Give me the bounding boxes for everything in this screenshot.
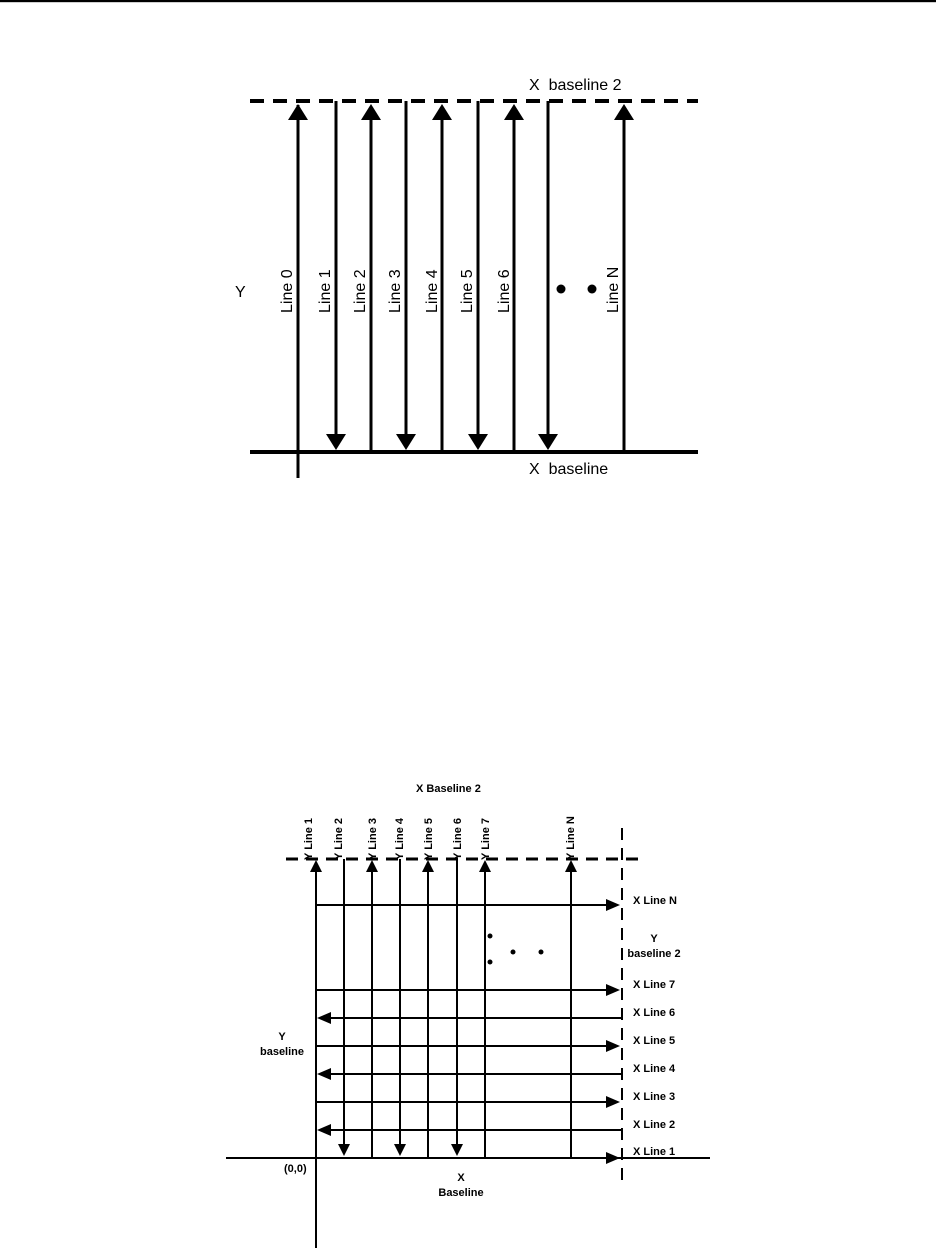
x-line-7-right (316, 984, 620, 996)
line-label: Line 5 (459, 269, 476, 313)
y-line-1 (310, 860, 322, 872)
origin-label: (0,0) (284, 1163, 307, 1175)
x-line-label: X Line N (633, 895, 678, 907)
x-baseline-label: X baseline (529, 461, 609, 478)
x-baseline-2-label: X Baseline 2 (416, 783, 481, 795)
y-baseline-2-label: Y (650, 933, 658, 945)
y-line-label: Y Line 4 (394, 818, 406, 860)
y-line-6-down (451, 859, 463, 1156)
x-line-6-left (317, 1012, 622, 1024)
line-label: Line 6 (496, 269, 513, 313)
x-line-label: X Line 5 (633, 1035, 676, 1047)
x-line-n-right (316, 899, 620, 911)
y-axis-label: Y (235, 284, 246, 301)
y-line-label: Y Line 1 (303, 818, 315, 860)
x-line-5-right (316, 1040, 620, 1052)
line-label: Line N (605, 266, 622, 313)
line-label: Line 1 (317, 269, 334, 313)
x-line-label: X Line 3 (633, 1091, 676, 1103)
y-line-label: Y Line 5 (423, 818, 435, 860)
ellipsis-dot (488, 960, 493, 965)
line-label: Line 3 (387, 269, 404, 313)
x-baseline-2-label: X baseline 2 (529, 77, 622, 94)
line-label: Line 4 (424, 269, 441, 313)
ellipsis-dot (539, 950, 544, 955)
line-label: Line 2 (352, 269, 369, 313)
x-line-2-left (317, 1124, 622, 1136)
x-line-label: X Line 2 (633, 1119, 676, 1131)
x-line-label: X Line 6 (633, 1007, 676, 1019)
ellipsis-dot (511, 950, 516, 955)
y-line-label: Y Line 6 (452, 818, 464, 860)
y-line-2-down (338, 859, 350, 1156)
x-baseline-label: Baseline (438, 1187, 484, 1199)
y-line-label: Y Line 3 (367, 818, 379, 860)
ellipsis-dot (488, 934, 493, 939)
x-line-label: X Line 7 (633, 979, 676, 991)
x-line-label: X Line 4 (633, 1063, 676, 1075)
x-line-4-left (317, 1068, 622, 1080)
y-baseline-label: baseline (259, 1046, 305, 1058)
y-line-label: Y Line 2 (333, 818, 345, 860)
y-baseline-label: Y (278, 1031, 286, 1043)
x-line-1-arrow (606, 1152, 620, 1164)
line-label: Line 0 (279, 269, 296, 313)
y-line-label: Y Line N (565, 816, 577, 860)
y-baseline-2-label: baseline 2 (627, 948, 681, 960)
x-line-3-right (316, 1096, 620, 1108)
x-baseline-label: X (457, 1172, 465, 1184)
x-line-label: X Line 1 (633, 1146, 676, 1158)
y-line-label: Y Line 7 (480, 818, 492, 860)
y-line-4-down (394, 859, 406, 1156)
